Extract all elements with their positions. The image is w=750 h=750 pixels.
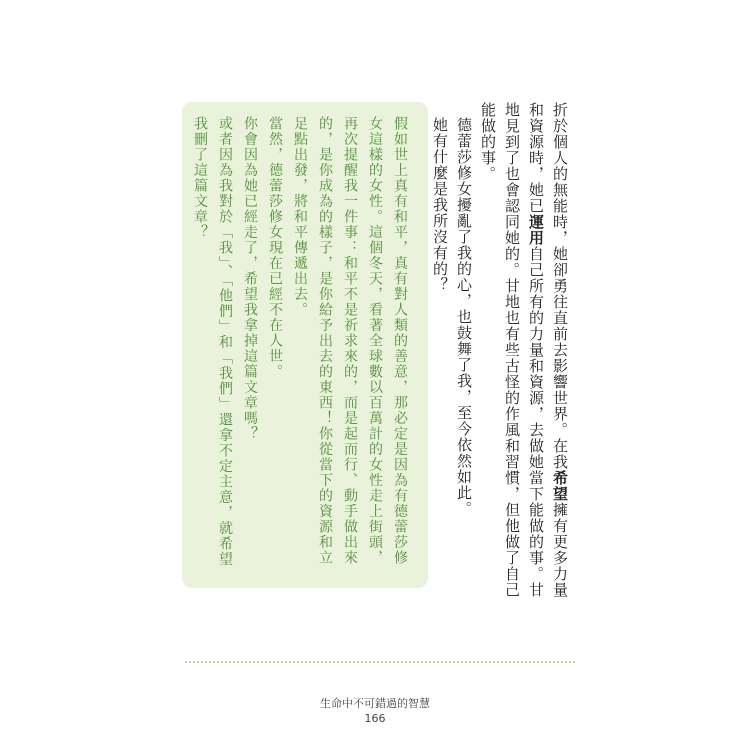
box-paragraph-1: 假如世上真有和平，真有對人類的善意，那必定是因為有德蕾莎修女這樣的女性。這個冬天，看著全球數以百萬計的女性走上街頭，再次提醒我一件事：和平不是祈求來的，而是起而行、動手做出來的，是你成為的樣子，是你給予出去的東西！你從當下的資源和立足點出發，將和平傳遞出去。 <box>292 116 408 566</box>
emphasis-hope: 希望 <box>551 470 569 502</box>
box-paragraph-3: 你會因為她已經走了，希望我拿掉這篇文章嗎？ <box>242 116 258 442</box>
footer-page-number: 166 <box>364 712 386 725</box>
box-paragraph-2: 當然，德蕾莎修女現在已經不在人世。 <box>267 116 283 380</box>
highlight-box <box>182 102 428 588</box>
main-paragraph-3: 她有什麼是我所沒有的？ <box>431 117 449 293</box>
box-paragraph-4: 或者因為我對於「我」、「他們」和「我們」還拿不定主意，就希望我刪了這篇文章？ <box>192 116 233 567</box>
main-paragraph-1: 折於個人的無能時，她卻勇往直前去影響世界。在我希望擁有更多力量和資源時，她已運用自己所有的力量和資源，去做她當下能做的事。甘地見到了也會認同她的。甘地也有些古怪的作風和習慣，但他做了自己能做的事。 <box>479 102 569 598</box>
dotted-divider <box>185 661 575 663</box>
main-paragraph-2: 德蕾莎修女擾亂了我的心，也鼓舞了我，至今依然如此。 <box>455 117 473 517</box>
emphasis-use: 運用 <box>527 214 545 246</box>
main-text-column <box>428 102 572 602</box>
footer-book-title: 生命中不可錯過的智慧 <box>320 697 430 710</box>
highlight-box-text <box>187 116 412 576</box>
